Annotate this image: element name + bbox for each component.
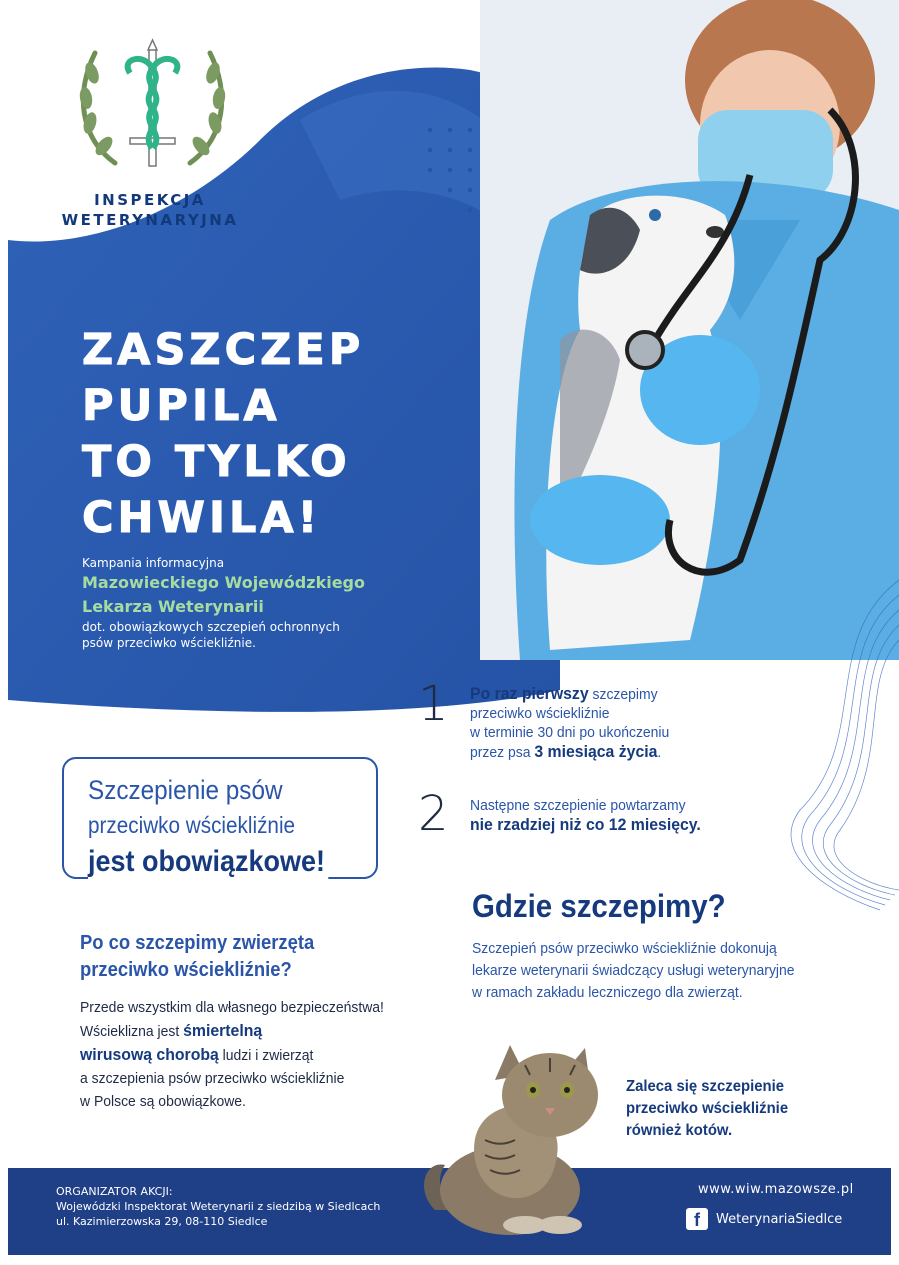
- why-line-2-pre: Wścieklizna jest: [80, 1023, 184, 1040]
- facebook-icon[interactable]: f: [686, 1208, 708, 1230]
- step-1-line-3: w terminie 30 dni po ukończeniu: [470, 724, 670, 741]
- logo-line-1: INSPEKCJA: [94, 191, 206, 209]
- caduceus-sword-laurel-icon: [70, 38, 235, 178]
- step-2-text: [470, 796, 701, 835]
- campaign-desc-line-2: psów przeciwko wściekliźnie.: [82, 636, 256, 650]
- why-line-2-bold: śmiertelną: [183, 1021, 263, 1040]
- why-line-1: Przede wszystkim dla własnego bezpieczeństwa!: [80, 999, 384, 1016]
- step-2-line-2-bold: nie rzadziej niż co 12 miesięcy.: [470, 815, 701, 834]
- mandatory-line-3-pre: jest: [88, 845, 143, 878]
- campaign-info: [82, 555, 365, 651]
- headline-line-3: TO TYLKO: [82, 437, 351, 487]
- step-number-1: 1: [418, 676, 449, 732]
- mandatory-line-1: Szczepienie psów: [88, 775, 283, 805]
- organizer-name: Wojewódzki Inspektorat Weterynarii z siedzibą w Siedlcach: [56, 1200, 381, 1213]
- organizer-info: [56, 1184, 380, 1229]
- step-1-line-4-bold: 3 miesiąca życia: [534, 742, 658, 761]
- where-line-3: w ramach zakładu leczniczego dla zwierząt.: [472, 984, 743, 1001]
- campaign-org-line-2: Lekarza Weterynarii: [82, 597, 264, 616]
- where-line-1: Szczepień psów przeciwko wściekliźnie dokonują: [472, 940, 777, 957]
- why-heading: [80, 930, 314, 984]
- why-heading-line-1: Po co szczepimy zwierzęta: [80, 932, 315, 954]
- cats-line-3: również kotów.: [626, 1122, 733, 1139]
- step-1-line-4-post: .: [657, 744, 662, 761]
- logo-line-2: WETERYNARYJNA: [61, 211, 239, 229]
- where-line-2: lekarze weterynarii świadczący usługi weterynaryjne: [472, 962, 795, 979]
- where-heading: Gdzie szczepimy?: [472, 888, 726, 924]
- campaign-desc-line-1: dot. obowiązkowych szczepień ochronnych: [82, 620, 340, 634]
- mandatory-line-2: przeciwko wściekliźnie: [88, 812, 296, 838]
- organizer-label: ORGANIZATOR AKCJI:: [56, 1185, 173, 1198]
- headline: [82, 322, 364, 546]
- why-line-3-bold: wirusową chorobą: [80, 1045, 219, 1064]
- step-2-line-1: Następne szczepienie powtarzamy: [470, 797, 686, 814]
- organizer-address: ul. Kazimierzowska 29, 08-110 Siedlce: [56, 1215, 268, 1228]
- mandatory-line-3-bold: obowiązkowe!: [142, 845, 326, 878]
- why-heading-line-2: przeciwko wściekliźnie?: [80, 959, 292, 981]
- why-line-4: a szczepienia psów przeciwko wściekliźnie: [80, 1070, 345, 1087]
- facebook-page-link[interactable]: WeterynariaSiedlce: [716, 1212, 843, 1227]
- campaign-org-line-1: Mazowieckiego Wojewódzkiego: [82, 573, 365, 592]
- step-1-lead-rest: szczepimy: [588, 686, 658, 703]
- why-line-3-post: ludzi i zwierząt: [218, 1047, 314, 1064]
- step-1-line-4-pre: przez psa: [470, 744, 535, 761]
- headline-line-4: CHWILA!: [82, 493, 322, 543]
- headline-line-2: PUPILA: [82, 381, 281, 431]
- headline-line-1: ZASZCZEP: [82, 325, 365, 375]
- tabby-cat-photo: [415, 1040, 615, 1235]
- why-line-5: w Polsce są obowiązkowe.: [80, 1093, 246, 1110]
- where-paragraph: [472, 938, 863, 1004]
- cats-line-1: Zaleca się szczepienie: [626, 1078, 784, 1095]
- why-paragraph: [80, 996, 443, 1113]
- campaign-intro: Kampania informacyjna: [82, 556, 225, 570]
- step-1-line-2: przeciwko wściekliźnie: [470, 705, 610, 722]
- website-link[interactable]: www.wiw.mazowsze.pl: [698, 1182, 854, 1197]
- step-1-text: [470, 684, 669, 762]
- cats-line-2: przeciwko wściekliźnie: [626, 1100, 789, 1117]
- step-1-bold-lead: Po raz pierwszy: [470, 684, 589, 703]
- mandatory-line-3: [88, 845, 329, 879]
- cats-note: [626, 1076, 788, 1142]
- decorative-wave-lines: [760, 560, 899, 920]
- step-number-2: 2: [418, 786, 449, 842]
- logo-text: [40, 190, 260, 230]
